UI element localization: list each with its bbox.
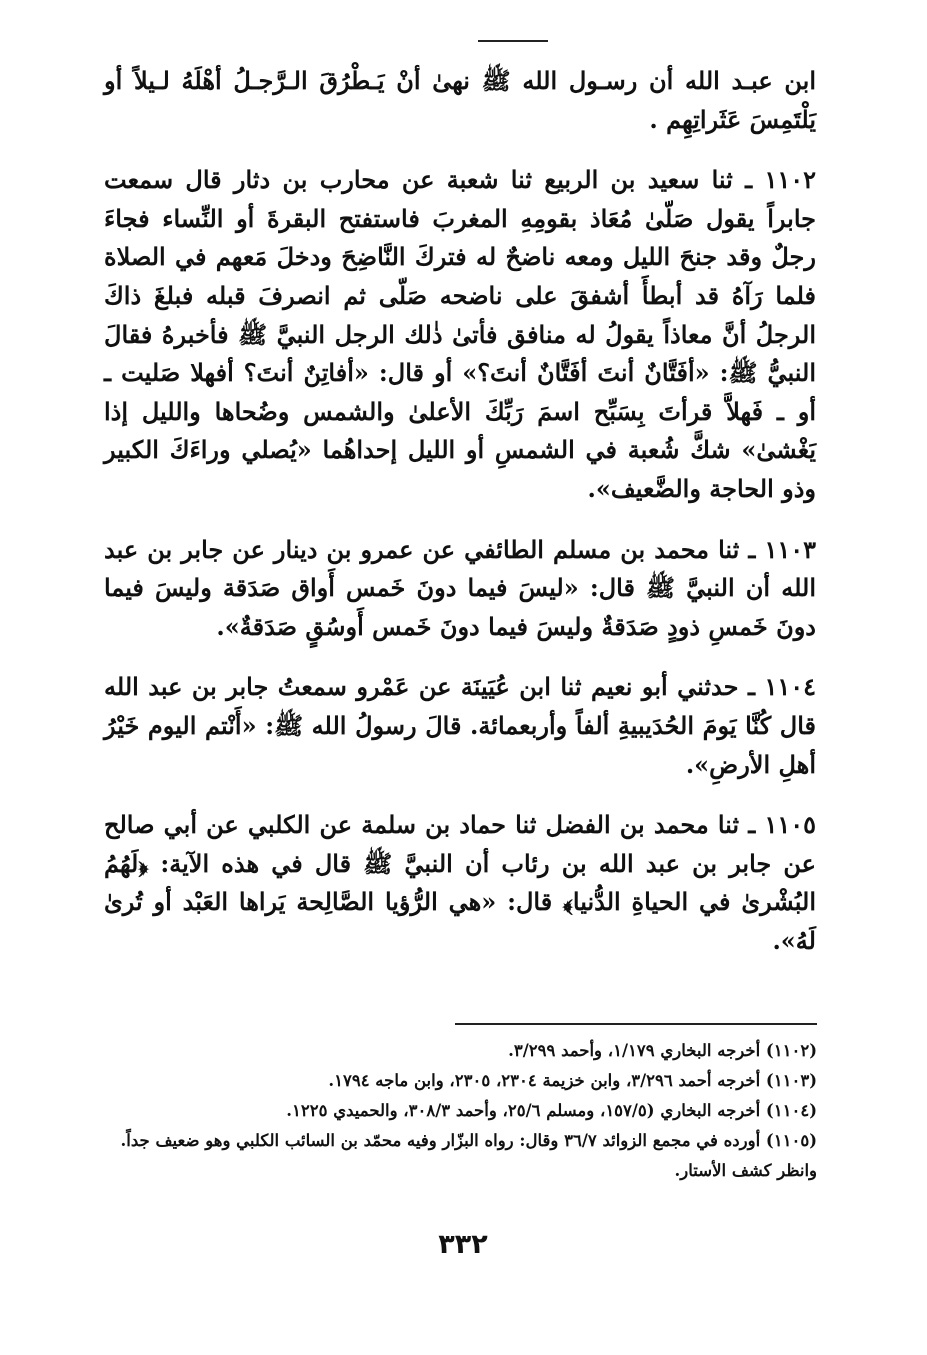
footnote-1104: (١١٠٤) أخرجه البخاري (١٥٧/٥، ومسلم ٢٥/٦، وأحمد ٣٠٨/٣، والحميدي ١٢٢٥. [286, 1101, 817, 1120]
paragraph-intro: ابن عبـد الله أن رسـول الله ﷺ نهىٰ أنْ يَـطْرُقَ الـرَّجـلُ أهْلَهُ لـيلاً أو يَلْتَمِسَ عَثَراتِهِم . [104, 66, 816, 134]
footnotes [120, 1036, 817, 1186]
page-number: ٣٣٢ [438, 1229, 488, 1260]
hadith-1105: ١١٠٥ ـ ثنا محمد بن الفضل ثنا حماد بن سلمة عن الكلبي عن أبي صالح عن جابر بن عبد الله بن رئاب أن النبيَّ ﷺ قال في هذه الآية: ﴿لَهُمُ البُشْرىٰ في الحياةِ الدُّنيا﴾ قال: «هي الرُّؤيا الصَّالِحة يَراها العَبْد أو تُرىٰ لَهُ». [104, 810, 816, 955]
main-text-body [104, 62, 816, 960]
footnote-1103: (١١٠٣) أخرجه أحمد ٣/٢٩٦، وابن خزيمة ٢٣٠٤، ٢٣٠٥، وابن ماجه ١٧٩٤. [328, 1071, 817, 1090]
footnote-divider [455, 1023, 817, 1025]
footnote-1105: (١١٠٥) أورده في مجمع الزوائد ٣٦/٧ وقال: رواه البزّار وفيه محمّد بن السائب الكلبي وهو ضعيف جداً. وانظر كشف الأستار. [120, 1131, 817, 1180]
footnote-1102: (١١٠٢) أخرجه البخاري ١/١٧٩، وأحمد ٣/٢٩٩. [508, 1041, 817, 1060]
hadith-1104: ١١٠٤ ـ حدثني أبو نعيم ثنا ابن عُيَينَة عن عَمْرو سمعتُ جابر بن عبد الله قال كُنَّا يَومَ الحُدَيبيةِ ألفاً وأربعمائة. قالَ رسولُ الله ﷺ: «أَنْتم اليوم خَيْرُ أهلِ الأرضِ». [104, 672, 816, 779]
hadith-1102: ١١٠٢ ـ ثنا سعيد بن الربيع ثنا شعبة عن محارب بن دثار قال سمعت جابراً يقول صَلّىٰ مُعَاذ بقومِهِ المغربَ فاستفتح البقرةَ أو النِّساء فجاءَ رجلٌ وقد جنحَ الليل ومعه ناضحٌ له فتركَ النَّاضِحَ ودخلَ مَعهم في الصلاة فلما رَآهُ قد أبطأَ أشفقَ على ناضحه صَلّى ثم انصرفَ قبله فبلغَ ذاكَ الرجلُ أنَّ معاذاً يقولُ له منافق فأتىٰ ذٰلك الرجل النبيَّ ﷺ فأخبرهُ فقالَ النبيُّ ﷺ: «أفَتَّانٌ أنتَ أفَتَّانٌ أنتَ؟» أو قال: «أفاتِنٌ أنتَ؟ أفهلا صَليت ـ أو ـ فَهلاَّ قرأتَ بِسَبِّح اسمَ رَبِّكَ الأعلىٰ والشمس وضُحاها والليل إذا يَغْشىٰ» شكَّ شُعبة في الشمسِ أو الليل إحداهُما «يُصلي وراءَكَ الكبير وذو الحاجة والضَّعيف». [104, 165, 816, 503]
hadith-1103: ١١٠٣ ـ ثنا محمد بن مسلم الطائفي عن عمرو بن دينار عن جابر بن عبد الله أن النبيَّ ﷺ قال: «ليسَ فيما دونَ خَمس أَواق صَدَقة وليسَ فيما دونَ خَمسِ ذودٍ صَدَقةٌ وليسَ فيما دونَ خَمس أَوسُقٍ صَدَقةٌ». [104, 534, 816, 641]
top-divider [478, 40, 548, 42]
